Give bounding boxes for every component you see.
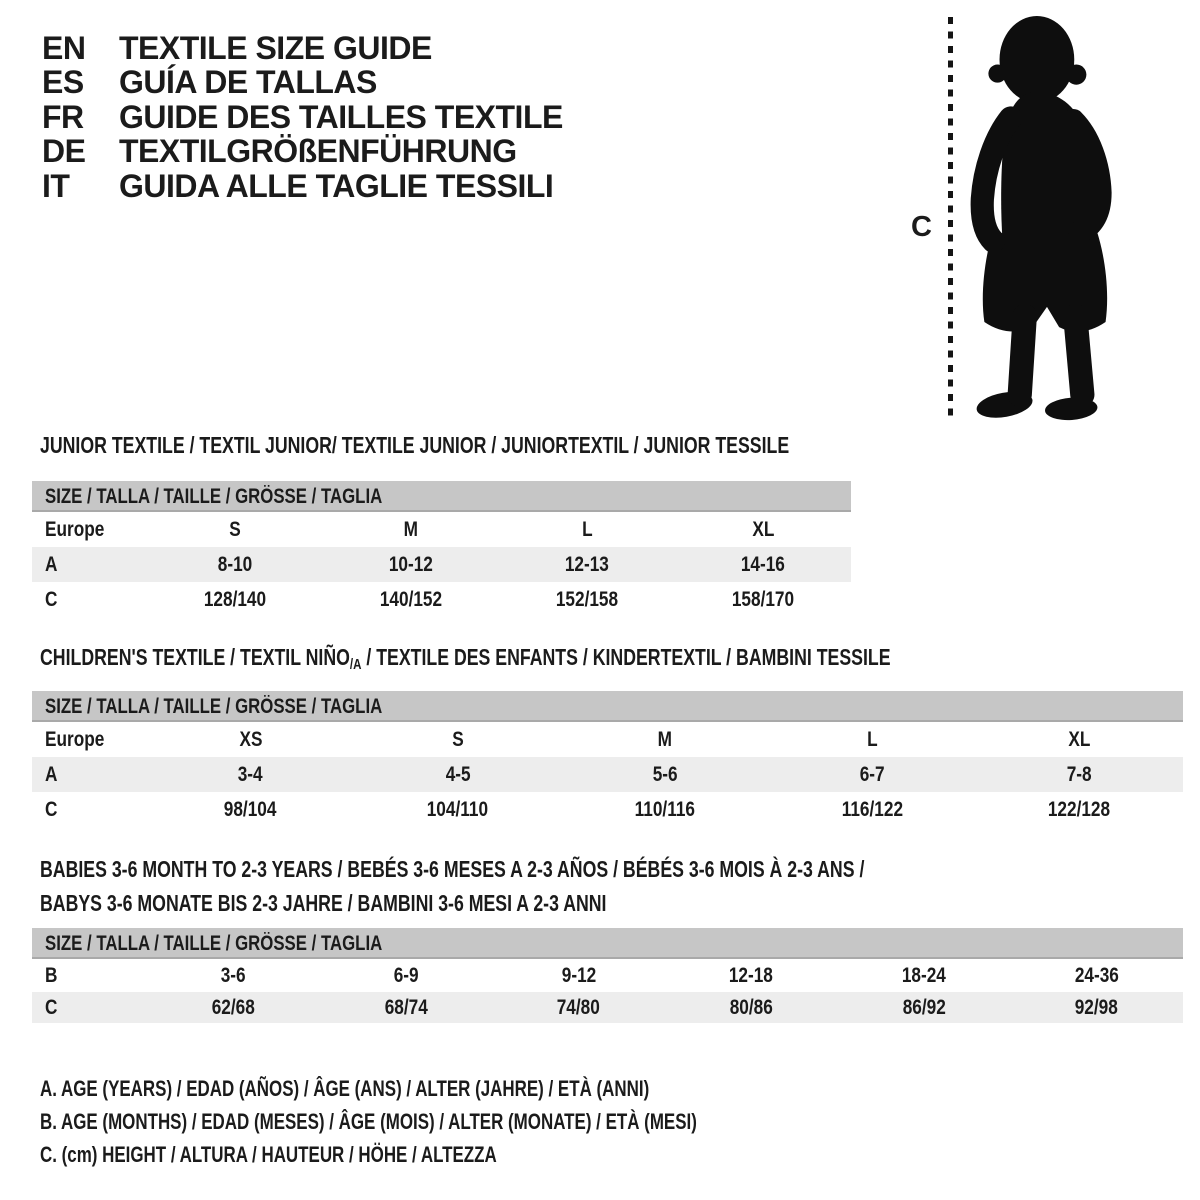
table-row-age	[32, 757, 1183, 792]
table-cell: 98/104	[224, 797, 277, 821]
table-cell: 7-8	[1066, 762, 1092, 786]
table-cell: 122/128	[1048, 797, 1111, 821]
language-title: GUIDA ALLE TAGLIE TESSILI	[119, 167, 554, 204]
table-cell: 104/110	[427, 797, 489, 821]
table-cell: 4-5	[445, 762, 471, 786]
table-cell: 24-36	[1074, 963, 1119, 987]
row-label: A	[45, 552, 58, 576]
table-cell: 3-6	[220, 963, 246, 987]
table-header-bar: SIZE / TALLA / TAILLE / GRÖSSE / TAGLIA	[32, 691, 1183, 722]
table-cell: 8-10	[217, 552, 253, 576]
language-code: FR	[42, 98, 84, 135]
table-cell: 116/122	[841, 797, 903, 821]
table-cell: L	[866, 727, 878, 751]
language-title: GUIDE DES TAILLES TEXTILE	[119, 98, 563, 135]
language-row-es	[42, 66, 563, 101]
table-cell: S	[229, 517, 241, 541]
table-cell: 62/68	[211, 995, 255, 1019]
table-row-height	[32, 992, 1183, 1023]
table-cell: M	[403, 517, 419, 541]
table-cell: 5-6	[652, 762, 678, 786]
row-label: Europe	[45, 517, 105, 541]
language-title: TEXTILGRÖßENFÜHRUNG	[119, 133, 517, 170]
table-row-sizes	[32, 722, 1183, 757]
height-measure-dashed-line	[948, 17, 953, 416]
language-code: EN	[42, 29, 86, 66]
table-row-months	[32, 959, 1183, 992]
language-row-fr	[42, 100, 563, 135]
legend-line-c: C. (cm) HEIGHT / ALTURA / HAUTEUR / HÖHE / ALTEZZA	[40, 1141, 497, 1167]
table-cell: 80/86	[729, 995, 773, 1019]
table-cell: 68/74	[384, 995, 428, 1019]
table-row-age	[32, 547, 851, 582]
measurement-legend	[40, 1072, 893, 1171]
table-cell: 9-12	[561, 963, 596, 987]
language-code: DE	[42, 133, 86, 170]
language-title: TEXTILE SIZE GUIDE	[119, 29, 432, 66]
row-label: B	[45, 963, 58, 987]
table-cell: 14-16	[740, 552, 786, 576]
table-header-bar: SIZE / TALLA / TAILLE / GRÖSSE / TAGLIA	[32, 481, 851, 512]
language-code: ES	[42, 64, 84, 101]
table-cell: L	[581, 517, 593, 541]
row-label: Europe	[45, 727, 105, 751]
table-cell: XL	[751, 517, 775, 541]
table-cell: 152/158	[555, 587, 619, 611]
table-cell: 140/152	[379, 587, 443, 611]
row-label: C	[45, 587, 58, 611]
children-size-table	[32, 691, 1183, 827]
table-cell: 12-13	[564, 552, 610, 576]
table-cell: 12-18	[729, 963, 774, 987]
row-label: A	[45, 762, 58, 786]
table-row-sizes	[32, 512, 851, 547]
table-cell: XS	[239, 727, 263, 751]
table-row-height	[32, 792, 1183, 827]
row-label: C	[45, 995, 58, 1019]
table-cell: 6-7	[859, 762, 885, 786]
table-cell: 10-12	[388, 552, 434, 576]
table-cell: 86/92	[902, 995, 946, 1019]
babies-section-title: BABIES 3-6 MONTH TO 2-3 YEARS / BEBÉS 3-6 MESES A 2-3 AÑOS / BÉBÉS 3-6 MOIS À 2-3 ANS / BABYS 3-6 MONATE BIS 2-3 JAHRE / BAMBINI 3-6 MESI A 2-3 ANNI	[40, 856, 865, 916]
table-cell: 74/80	[557, 995, 601, 1019]
table-cell: 158/170	[731, 587, 795, 611]
title-subscript: /A	[349, 656, 362, 673]
table-cell: XL	[1068, 727, 1091, 751]
measure-label-c: C	[911, 211, 932, 243]
table-cell: 110/116	[634, 797, 696, 821]
table-row-height	[32, 582, 851, 617]
junior-section-title: JUNIOR TEXTILE / TEXTIL JUNIOR/ TEXTILE JUNIOR / JUNIORTEXTIL / JUNIOR TESSILE	[40, 432, 790, 458]
table-cell: S	[452, 727, 464, 751]
table-cell: 6-9	[393, 963, 419, 987]
language-row-en	[42, 31, 563, 66]
legend-line-b: B. AGE (MONTHS) / EDAD (MESES) / ÂGE (MOIS) / ALTER (MONATE) / ETÀ (MESI)	[40, 1108, 697, 1134]
table-cell: 128/140	[203, 587, 267, 611]
children-section-title: CHILDREN'S TEXTILE / TEXTIL NIÑO/A / TEXTILE DES ENFANTS / KINDERTEXTIL / BAMBINI TESSILE	[40, 644, 891, 673]
language-title: GUÍA DE TALLAS	[119, 64, 377, 101]
baby-silhouette	[962, 13, 1134, 422]
table-header-bar: SIZE / TALLA / TAILLE / GRÖSSE / TAGLIA	[32, 928, 1183, 959]
table-cell: 92/98	[1075, 995, 1119, 1019]
row-label: C	[45, 797, 58, 821]
language-title-list	[42, 31, 563, 204]
junior-size-table	[32, 481, 851, 617]
language-row-it	[42, 169, 563, 204]
table-cell: 3-4	[238, 762, 264, 786]
language-row-de	[42, 135, 563, 170]
table-cell: 18-24	[901, 963, 947, 987]
babies-size-table	[32, 928, 1183, 1023]
table-cell: M	[657, 727, 673, 751]
language-code: IT	[42, 167, 70, 204]
legend-line-a: A. AGE (YEARS) / EDAD (AÑOS) / ÂGE (ANS) / ALTER (JAHRE) / ETÀ (ANNI)	[40, 1075, 650, 1101]
